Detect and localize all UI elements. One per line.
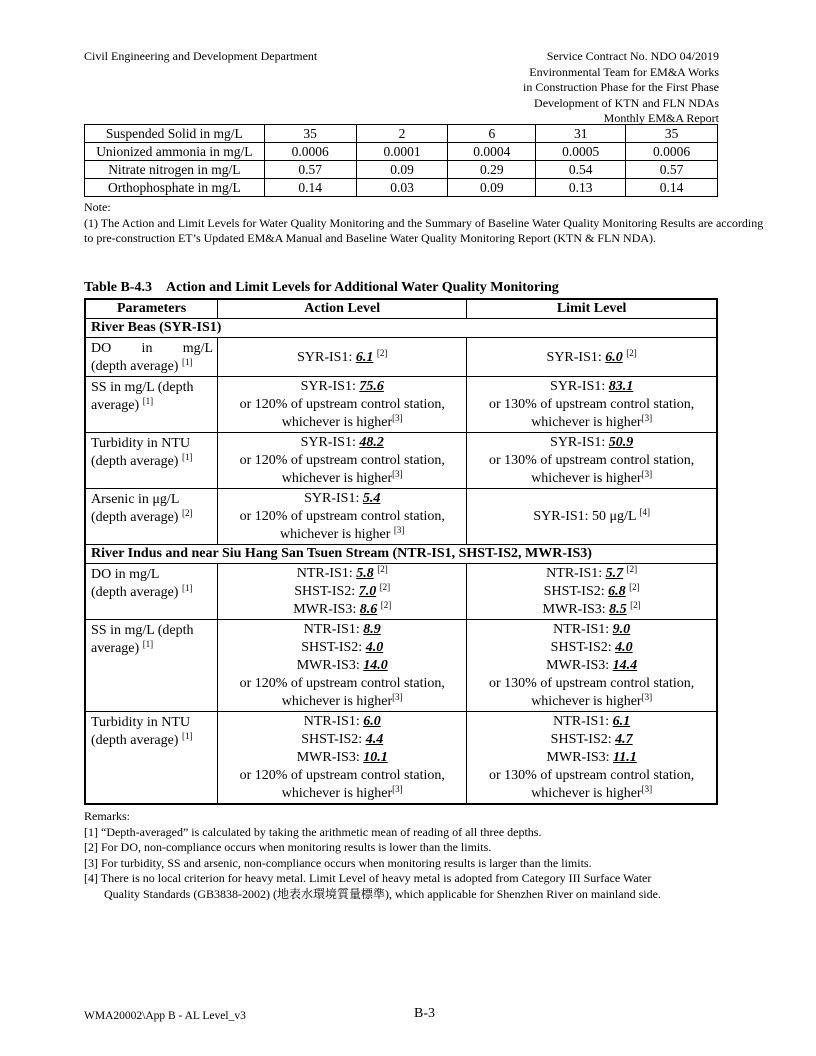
- header-contract-info: [523, 49, 719, 127]
- level-line: [467, 583, 716, 601]
- level-text: whichever is higher: [280, 527, 394, 542]
- level-text: whichever is higher: [281, 471, 393, 486]
- remark-item: [4] There is no local criterion for heavy metal. Limit Level of heavy metal is adopted from Category III Surface Water: [84, 871, 652, 885]
- header-line: Development of KTN and FLN NDAs: [534, 95, 719, 110]
- limit-cell: [467, 712, 717, 805]
- level-value: 75.6: [359, 379, 384, 394]
- footnote-ref: [2]: [379, 582, 391, 592]
- remark-item: [1] “Depth-averaged” is calculated by taking the arithmetic mean of reading of all three depths.: [84, 824, 542, 839]
- station-label: SYR-IS1:: [304, 491, 363, 506]
- table-row: [85, 143, 718, 161]
- action-cell: [218, 564, 467, 620]
- param-cell: Suspended Solid in mg/L: [85, 125, 265, 143]
- param-text: SS in mg/L (depth: [91, 623, 194, 638]
- station-label: MWR-IS3:: [542, 602, 610, 617]
- footnote-ref: [3]: [641, 692, 653, 702]
- param-cell: Unionized ammonia in mg/L: [85, 143, 265, 161]
- column-header: Parameters: [85, 299, 218, 319]
- footnote-ref: [1]: [181, 731, 193, 741]
- level-line: or 130% of upstream control station,: [489, 768, 695, 783]
- value-cell: 35: [626, 125, 718, 143]
- param-text: Turbidity in NTU: [91, 436, 191, 451]
- value-cell: 0.0004: [448, 143, 536, 161]
- footnote-ref: [2]: [626, 347, 637, 358]
- footnote-ref: [2]: [380, 600, 392, 610]
- param-cell: [85, 620, 218, 712]
- remark-item: [3] For turbidity, SS and arsenic, non-compliance occurs when monitoring results is larger than the limits.: [84, 855, 592, 870]
- station-label: SHST-IS2:: [543, 584, 609, 599]
- level-text: whichever is higher: [281, 786, 393, 801]
- level-line: [467, 785, 716, 803]
- remark-item-continued: Quality Standards (GB3838-2002) (地表水環境質量標準), which applicable for Shenzhen River on mainland side.: [104, 886, 661, 901]
- level-value: 4.0: [615, 640, 633, 655]
- action-cell: [218, 433, 467, 489]
- value-cell: 0.0001: [356, 143, 448, 161]
- level-line: or 120% of upstream control station,: [239, 453, 445, 468]
- table-caption-text: Action and Limit Levels for Additional Water Quality Monitoring: [165, 280, 559, 295]
- param-cell: [85, 377, 218, 433]
- value-cell: 0.0006: [264, 143, 356, 161]
- level-line: [218, 378, 466, 396]
- note-title: Note:: [84, 200, 111, 214]
- level-value: 8.6: [359, 602, 378, 617]
- level-line: [218, 565, 466, 583]
- station-label: MWR-IS3:: [546, 750, 614, 765]
- level-text: whichever is higher: [531, 415, 642, 430]
- param-cell: [85, 338, 218, 377]
- header-line: Monthly EM&A Report: [603, 111, 719, 126]
- level-value: 6.0: [605, 349, 623, 365]
- limit-cell: [467, 564, 717, 620]
- footnote-ref: [4]: [639, 507, 650, 517]
- param-text: (depth average): [91, 585, 179, 600]
- column-header: Action Level: [218, 299, 467, 319]
- station-label: NTR-IS1:: [303, 714, 364, 729]
- value-cell: 0.13: [536, 179, 626, 197]
- param-text: (depth average): [91, 359, 179, 374]
- param-text: (depth average): [91, 454, 179, 469]
- level-line: [467, 470, 716, 488]
- level-value: 8.5: [609, 602, 627, 617]
- level-value: 5.4: [362, 491, 381, 506]
- param-cell: [85, 712, 218, 805]
- level-line: [467, 749, 716, 767]
- level-line: [467, 601, 716, 619]
- level-line: [218, 414, 466, 432]
- station-label: NTR-IS1:: [553, 622, 613, 637]
- level-line: [467, 713, 716, 731]
- value-cell: 31: [536, 125, 626, 143]
- level-line: or 120% of upstream control station,: [239, 768, 445, 783]
- action-cell: [218, 620, 467, 712]
- value-cell: 0.14: [626, 179, 718, 197]
- param-text: DO in mg/L: [91, 341, 214, 356]
- footnote-ref: [2]: [181, 508, 193, 518]
- level-line: [467, 731, 716, 749]
- level-line: [218, 490, 466, 508]
- table-row: [85, 125, 718, 143]
- station-label: MWR-IS3:: [296, 750, 364, 765]
- station-label: SYR-IS1:: [546, 349, 606, 365]
- level-value: 6.1: [612, 714, 631, 729]
- station-label: MWR-IS3:: [296, 658, 364, 673]
- footnote-ref: [3]: [392, 692, 403, 702]
- header-line: Service Contract No. NDO 04/2019: [546, 49, 719, 63]
- param-text: SS in mg/L (depth: [91, 380, 194, 395]
- footnote-ref: [1]: [142, 396, 154, 406]
- value-cell: 6: [448, 125, 536, 143]
- header-line: in Construction Phase for the First Phase: [523, 80, 719, 95]
- level-line: [218, 749, 466, 767]
- level-value: 4.4: [365, 732, 384, 747]
- level-value: 4.0: [365, 640, 384, 655]
- station-label: MWR-IS3:: [293, 602, 360, 617]
- footnote-ref: [2]: [629, 582, 640, 592]
- footnote-ref: [1]: [181, 357, 193, 367]
- level-line: [218, 693, 466, 711]
- param-text: average): [91, 641, 140, 656]
- level-value: 9.0: [612, 622, 631, 637]
- footer-file-ref: WMA20002\App B - AL Level_v3: [84, 1010, 246, 1022]
- value-cell: 2: [356, 125, 448, 143]
- remarks-block: [84, 809, 744, 902]
- level-line: [218, 583, 466, 601]
- table-row: [85, 161, 718, 179]
- remarks-title: Remarks:: [84, 809, 130, 823]
- level-line: or 120% of upstream control station,: [239, 509, 445, 524]
- section-row: [85, 545, 717, 564]
- value-cell: 0.0005: [536, 143, 626, 161]
- limit-cell: [467, 620, 717, 712]
- footnote-ref: [3]: [392, 413, 403, 423]
- note-text: (1) The Action and Limit Levels for Water Quality Monitoring and the Summary of Baseline Water Quality Monitoring Results are according to pre-construction ET’s Updated EM&A Manual and Baseline Water Quality Monitoring Report (KTN & FLN NDA).: [84, 215, 764, 245]
- param-cell: Orthophosphate in mg/L: [85, 179, 265, 197]
- level-line: [218, 434, 466, 452]
- table-note: [84, 200, 764, 247]
- action-cell: [218, 338, 467, 377]
- value-cell: 0.0006: [626, 143, 718, 161]
- level-line: [218, 470, 466, 488]
- level-line: or 120% of upstream control station,: [239, 397, 445, 412]
- footnote-ref: [3]: [641, 413, 653, 423]
- section-heading: River Beas (SYR-IS1): [85, 319, 717, 338]
- level-text: whichever is higher: [531, 786, 642, 801]
- level-line: [218, 731, 466, 749]
- footnote-ref: [2]: [376, 347, 388, 358]
- level-value: 14.0: [363, 658, 388, 673]
- level-line: [467, 621, 716, 639]
- limit-cell: [467, 338, 717, 377]
- station-label: SHST-IS2:: [301, 732, 366, 747]
- level-value: 11.1: [613, 750, 637, 765]
- station-label: SYR-IS1:: [297, 349, 356, 365]
- value-cell: 0.03: [356, 179, 448, 197]
- level-line: [218, 713, 466, 731]
- level-line: or 120% of upstream control station,: [239, 676, 445, 691]
- level-value: 6.0: [363, 714, 381, 729]
- section-row: [85, 319, 717, 338]
- station-label: SHST-IS2:: [301, 640, 366, 655]
- station-label: SHST-IS2:: [550, 640, 616, 655]
- level-text: whichever is higher: [531, 471, 642, 486]
- level-value: 5.8: [356, 566, 374, 581]
- header-line: Environmental Team for EM&A Works: [529, 64, 719, 79]
- param-cell: [85, 433, 218, 489]
- footnote-ref: [2]: [626, 564, 638, 574]
- level-line: [467, 693, 716, 711]
- table-header-row: [85, 299, 717, 319]
- level-line: [467, 378, 716, 396]
- level-text: SYR-IS1: 50 μg/L: [533, 509, 640, 524]
- table-row: [85, 489, 717, 545]
- table-row: [85, 712, 717, 805]
- level-value: 4.7: [615, 732, 633, 747]
- footnote-ref: [3]: [393, 525, 405, 535]
- table-row: [85, 338, 717, 377]
- level-line: [467, 657, 716, 675]
- table-row: [85, 179, 718, 197]
- section-heading: River Indus and near Siu Hang San Tsuen Stream (NTR-IS1, SHST-IS2, MWR-IS3): [85, 545, 717, 564]
- baseline-table: [84, 124, 718, 197]
- level-value: 83.1: [608, 379, 634, 394]
- table-number: Table B-4.3: [84, 280, 152, 295]
- action-cell: [218, 712, 467, 805]
- level-value: 48.2: [359, 435, 384, 450]
- value-cell: 0.57: [626, 161, 718, 179]
- page-number: B-3: [414, 1006, 435, 1021]
- limit-cell: [467, 433, 717, 489]
- param-text: Arsenic in μg/L: [91, 492, 180, 507]
- level-text: whichever is higher: [281, 694, 393, 709]
- station-label: SHST-IS2:: [294, 584, 359, 599]
- level-line: or 130% of upstream control station,: [489, 676, 695, 691]
- level-line: [467, 434, 716, 452]
- level-line: or 130% of upstream control station,: [489, 397, 695, 412]
- level-line: [218, 657, 466, 675]
- value-cell: 0.09: [448, 179, 536, 197]
- station-label: NTR-IS1:: [303, 622, 364, 637]
- station-label: NTR-IS1:: [553, 714, 613, 729]
- level-value: 5.7: [605, 566, 624, 581]
- param-cell: [85, 564, 218, 620]
- table-row: [85, 620, 717, 712]
- value-cell: 0.57: [264, 161, 356, 179]
- level-value: 14.4: [612, 658, 638, 673]
- limit-cell: [467, 377, 717, 433]
- station-label: NTR-IS1:: [546, 566, 606, 581]
- action-limit-table: [84, 298, 718, 805]
- table-row: [85, 377, 717, 433]
- level-line: [218, 621, 466, 639]
- footnote-ref: [1]: [181, 452, 193, 462]
- level-line: [218, 601, 466, 619]
- footnote-ref: [3]: [392, 784, 403, 794]
- footnote-ref: [1]: [181, 583, 193, 593]
- level-value: 8.9: [363, 622, 381, 637]
- level-text: whichever is higher: [531, 694, 642, 709]
- station-label: SYR-IS1:: [550, 435, 609, 450]
- level-value: 50.9: [608, 435, 634, 450]
- action-cell: [218, 377, 467, 433]
- level-text: whichever is higher: [281, 415, 393, 430]
- action-cell: [218, 489, 467, 545]
- footnote-ref: [3]: [392, 469, 403, 479]
- param-text: DO in mg/L: [91, 567, 160, 582]
- column-header: Limit Level: [467, 299, 717, 319]
- level-value: 6.8: [608, 584, 626, 599]
- level-line: [218, 785, 466, 803]
- table-row: [85, 433, 717, 489]
- value-cell: 0.29: [448, 161, 536, 179]
- footnote-ref: [2]: [377, 564, 388, 574]
- station-label: MWR-IS3:: [546, 658, 613, 673]
- value-cell: 0.09: [356, 161, 448, 179]
- station-label: SHST-IS2:: [550, 732, 616, 747]
- param-text: average): [91, 398, 140, 413]
- footnote-ref: [1]: [142, 639, 154, 649]
- level-value: 7.0: [358, 584, 377, 599]
- station-label: SYR-IS1:: [300, 435, 360, 450]
- param-text: (depth average): [91, 733, 179, 748]
- remark-item: [2] For DO, non-compliance occurs when monitoring results is lower than the limits.: [84, 840, 492, 854]
- param-cell: Nitrate nitrogen in mg/L: [85, 161, 265, 179]
- param-text: (depth average): [91, 510, 179, 525]
- param-cell: [85, 489, 218, 545]
- value-cell: 35: [264, 125, 356, 143]
- param-text: Turbidity in NTU: [91, 715, 191, 730]
- station-label: SYR-IS1:: [550, 379, 609, 394]
- footnote-ref: [3]: [641, 784, 653, 794]
- table-caption: [84, 280, 559, 296]
- level-line: [218, 526, 466, 544]
- level-line: or 130% of upstream control station,: [489, 453, 695, 468]
- value-cell: 0.54: [536, 161, 626, 179]
- footnote-ref: [2]: [630, 600, 641, 610]
- level-line: [467, 565, 716, 583]
- station-label: SYR-IS1:: [300, 379, 360, 394]
- level-value: 6.1: [355, 349, 374, 365]
- level-value: 10.1: [363, 750, 388, 765]
- level-line: [467, 639, 716, 657]
- level-line: [218, 639, 466, 657]
- value-cell: 0.14: [264, 179, 356, 197]
- header-department: Civil Engineering and Development Department: [84, 49, 318, 63]
- limit-cell: [467, 489, 717, 545]
- table-row: [85, 564, 717, 620]
- station-label: NTR-IS1:: [296, 566, 357, 581]
- level-line: [467, 414, 716, 432]
- footnote-ref: [3]: [641, 469, 653, 479]
